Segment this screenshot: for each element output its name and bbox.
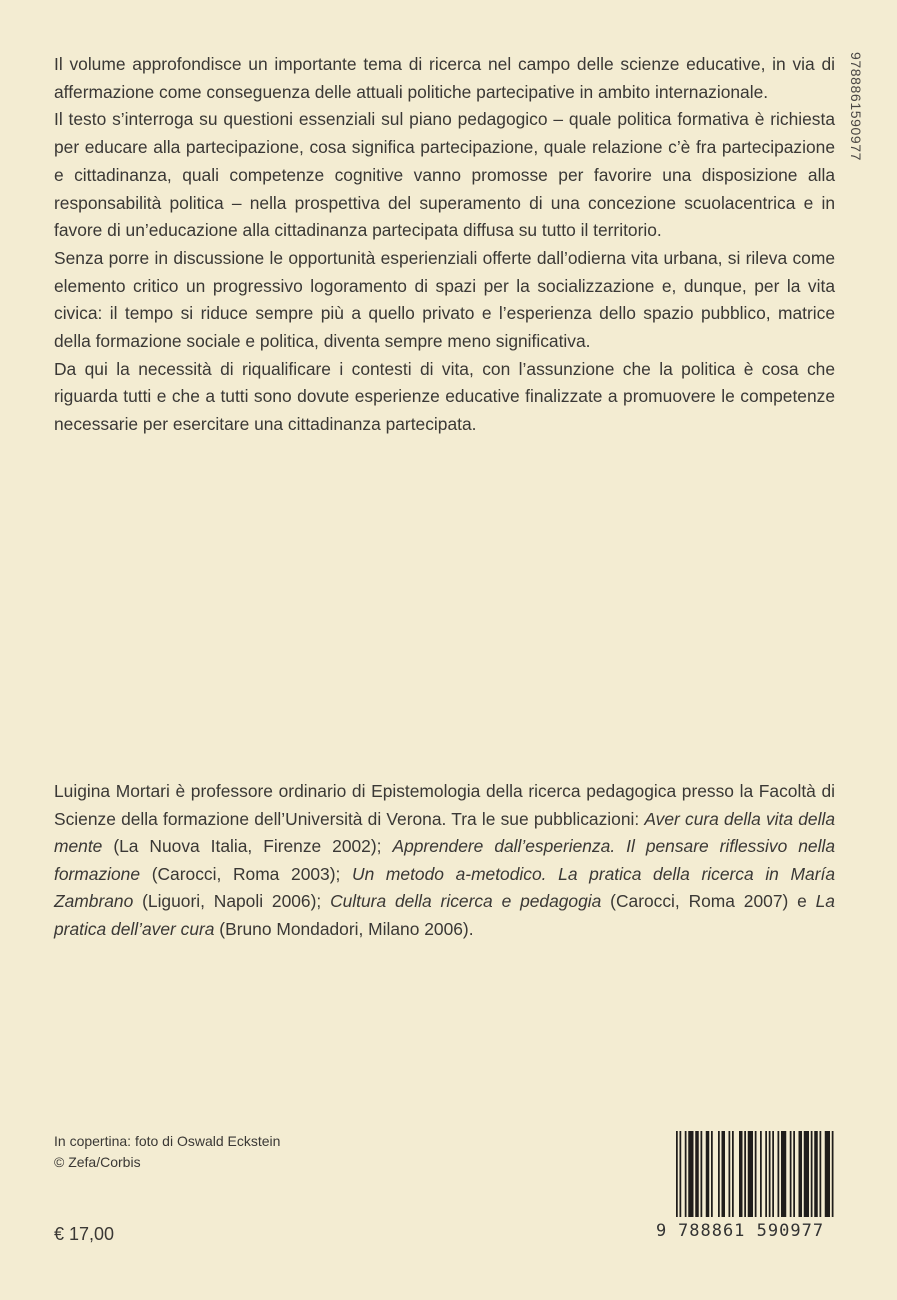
barcode-bar [688, 1131, 693, 1217]
bio-title-3: Un metodo a-metodico. La pratica della ricerca in María Zambrano [54, 863, 835, 911]
barcode-left-group: 788861 [678, 1221, 746, 1241]
bio-title-1: Aver cura della vita della mente [54, 808, 835, 856]
barcode [656, 1131, 836, 1246]
bio-text-6: (Bruno Mondadori, Milano 2006). [214, 918, 474, 939]
barcode-bar [820, 1131, 822, 1217]
barcode-bar [793, 1131, 795, 1217]
barcode-bar [769, 1131, 771, 1217]
barcode-bar [701, 1131, 703, 1217]
barcode-bar [676, 1131, 678, 1217]
barcode-bar [811, 1131, 813, 1217]
barcode-bar [772, 1131, 774, 1217]
barcode-bar [706, 1131, 710, 1217]
barcode-bar [760, 1131, 762, 1217]
book-blurb [54, 51, 835, 439]
bio-text-3: (Carocci, Roma 2003); [140, 863, 353, 884]
isbn-vertical-text: 9788861590977 [848, 52, 864, 162]
bio-title-4: Cultura della ricerca e pedagogia [330, 891, 602, 911]
barcode-bar [685, 1131, 687, 1217]
barcode-bar [695, 1131, 699, 1217]
author-bio-paragraph [54, 778, 835, 943]
barcode-bar [799, 1131, 803, 1217]
barcode-bars-graphic [674, 1131, 836, 1217]
bio-text-2: (La Nuova Italia, Firenze 2002); [102, 836, 393, 856]
barcode-digits [656, 1221, 841, 1241]
blurb-paragraph-3: Senza porre in discussione le opportunità esperienziali offerte dall’odierna vita urbana, si rileva come elemento critico un progressivo logoramento di spazi per la socializzazione e, dunque, per la vita civica: il tempo si riduce sempre più a quello privato e l’esperienza dello spazio pubblico, matrice della formazione sociale e politica, diventa sempre meno significativa. [54, 247, 835, 352]
blurb-paragraph-1: Il volume approfondisce un importante tema di ricerca nel campo delle scienze educative, in via di affermazione come conseguenza delle attuali politiche partecipative in ambito internazionale. [54, 54, 835, 102]
barcode-bar [748, 1131, 753, 1217]
author-bio [54, 778, 835, 943]
bio-text-1: Luigina Mortari è professore ordinario di Epistemologia della ricerca pedagogica presso la Facoltà di Scienze della formazione dell’Università di Verona. Tra le sue pubblicazioni: [54, 781, 835, 829]
bio-title-5: La pratica dell’aver cura [54, 891, 835, 939]
cover-photo-credit: In copertina: foto di Oswald Eckstein [54, 1133, 281, 1149]
barcode-bar [744, 1131, 746, 1217]
blurb-paragraph-4: Da qui la necessità di riqualificare i contesti di vita, con l’assunzione che la politica è cosa che riguarda tutti e che a tutti sono dovute esperienze educative finalizzate a promuovere le competenze necessarie per esercitare una cittadinanza partecipata. [54, 358, 835, 435]
barcode-right-group: 590977 [756, 1221, 825, 1241]
barcode-bar [680, 1131, 682, 1217]
barcode-bar [832, 1131, 834, 1217]
bio-text-5: (Carocci, Roma 2007) e [601, 891, 816, 911]
bio-title-2: Apprendere dall’esperienza. Il pensare riflessivo nella formazione [54, 836, 835, 884]
copyright-credit: © Zefa/Corbis [54, 1154, 141, 1170]
barcode-bar [825, 1131, 830, 1217]
price-label: € 17,00 [54, 1224, 115, 1244]
barcode-bar [729, 1131, 731, 1217]
barcode-bar [739, 1131, 743, 1217]
barcode-bar [790, 1131, 792, 1217]
barcode-bar [765, 1131, 767, 1217]
barcode-bar [781, 1131, 786, 1217]
barcode-first-digit: 9 [656, 1221, 668, 1241]
barcode-bar [718, 1131, 720, 1217]
barcode-bar [755, 1131, 757, 1217]
barcode-bar [711, 1131, 713, 1217]
barcode-bar [732, 1131, 734, 1217]
barcode-bar [778, 1131, 780, 1217]
bio-text-4: (Liguori, Napoli 2006); [133, 891, 331, 911]
barcode-bar [722, 1131, 726, 1217]
blurb-paragraph-2: Il testo s’interroga su questioni essenziali sul piano pedagogico – quale politica formativa è richiesta per educare alla partecipazione, cosa significa partecipazione, quale relazione c’è fra partecipazione e cittadinanza, quali competenze cognitive vanno promosse per favorire una disposizione alla responsabilità politica – nella prospettiva del superamento di una concezione scuolacentrica e in favore di un’educazione alla cittadinanza partecipata diffusa su tutto il territorio. [54, 109, 835, 241]
barcode-bar [804, 1131, 809, 1217]
cover-credits [54, 1131, 280, 1173]
barcode-bar [814, 1131, 818, 1217]
